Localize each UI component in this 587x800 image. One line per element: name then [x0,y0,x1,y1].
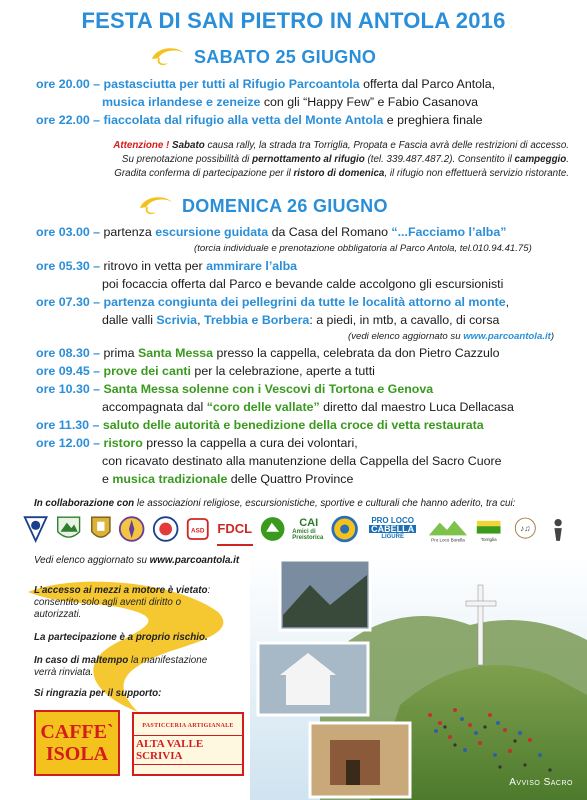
sponsor-alta-valle-scrivia: PASTICCERIA ARTIGIANALE ALTA VALLE SCRIVIA [132,712,244,776]
schedule-0530-line-2: poi focaccia offerta dal Parco e bevande calde accolgono gli escursionisti [102,277,504,291]
day1-header [148,44,376,70]
music-assoc-logo [508,512,543,546]
schedule-1200-line-3: e musica tradizionale delle Quattro Province [102,472,354,486]
sponsor-caffe-isola: CAFFE` ISOLA [34,710,120,776]
thanks-text: Si ringrazia per il supporto: [34,688,162,699]
svg-text:Pro Loco Borella: Pro Loco Borella [431,537,465,543]
scout-logo [118,512,145,546]
red-badge-logo [185,512,211,546]
day2-header [136,193,388,219]
schedule-0530: ore 05.30 – ritrovo in vetta per ammirare l’alba [36,259,298,273]
svg-text:ASD: ASD [191,527,205,535]
proloco-borella-logo [427,512,469,546]
schedule-1200-line-2: con ricavato destinato alla manutenzione della Cappella del Sacro Cuore [102,454,502,468]
day1-line-2: musica irlandese e zeneize con gli “Happy Few” e Fabio Casanova [102,95,479,109]
collab-text: In collaborazione con le associazioni religiose, escursionistiche, sportive e culturali che hanno aderito, tra cui: [34,498,516,509]
notice-line-3: Gradita conferma di partecipazione per il ristoro di domenica, il rifugio non effettuerà servizio ristorante. [114,168,569,179]
round-emblem-logo [331,512,358,546]
access-notice: L’accesso ai mezzi a motore è vietato: consentito solo agli aventi diritto o autorizzati. [34,585,211,620]
vedi-elenco: Vedi elenco aggiornato su www.parcoantola.it [34,555,240,566]
partner-logos [22,509,567,549]
schedule-0730-note: (vedi elenco aggiornato su www.parcoantola.it) [348,331,555,342]
amici-logo: CAI Amici di Preistorica [292,517,324,541]
schedule-0300-note: (torcia individuale e prenotazione obbligatoria al Parco Antola, tel.010.94.41.75) [194,243,532,254]
schedule-0945: ore 09.45 – prove dei canti per la celebrazione, aperte a tutti [36,364,375,378]
swirl-icon [136,194,176,218]
weather-notice: In caso di maltempo la manifestazione verrà rinviata. [34,655,208,678]
figure-logo [549,512,567,546]
website-link[interactable]: www.parcoantola.it [149,555,240,566]
svg-text:Torriglia: Torriglia [480,536,497,542]
page-title: FESTA DI SAN PIETRO IN ANTOLA 2016 [81,8,506,33]
notice-line-2: Su prenotazione possibilità di pernottamento al rifugio (tel. 339.487.487.2). Consentito il campeggio. [121,154,569,165]
schedule-1130: ore 11.30 – saluto delle autorità e benedizione della croce di vetta restaurata [36,418,484,432]
day2-title: DOMENICA 26 GIUGNO [182,195,388,216]
torriglia-logo [475,512,502,546]
schedule-1030: ore 10.30 – Santa Messa solenne con i Vescovi di Tortona e Genova [36,382,434,396]
schedule-0730: ore 07.30 – partenza congiunta dei pellegrini da tutte le località attorno al monte, [36,295,510,309]
mountain-badge-logo [55,512,82,546]
proloco-cabella-logo: PRO LOCO CABELLA LIGURE [371,516,415,540]
svg-text:♪♫: ♪♫ [520,523,531,533]
circle-logo [152,512,179,546]
shield-logo [89,512,113,546]
swirl-icon [148,45,188,69]
schedule-1030-line-2: accompagnata dal “coro delle vallate” diretto dal maestro Luca Dellacasa [102,400,514,414]
schedule-1200: ore 12.00 – ristoro presso la cappella a cura dei volontari, [36,436,358,450]
schedule-0730-line-2: dalle valli Scrivia, Trebbia e Borbera: a piedi, in mtb, a cavallo, di corsa [102,313,500,327]
green-circle-logo [259,512,286,546]
schedule-0830: ore 08.30 – prima Santa Messa presso la cappella, celebrata da don Pietro Cazzulo [36,346,500,360]
avviso-sacro-caption: Avviso Sacro [509,777,573,788]
risk-notice: La partecipazione è a proprio rischio. [34,632,208,643]
day1-line-1: ore 20.00 – pastasciutta per tutti al Rifugio Parcoantola offerta dal Parco Antola, [36,77,496,91]
notice-line-1: Attenzione ! Sabato causa rally, la strada tra Torriglia, Propata e Fascia avrà delle restrizioni di accesso. [113,140,569,151]
event-photo [250,555,587,800]
mountain-photo-illustration [250,555,587,800]
schedule-0300: ore 03.00 – partenza escursione guidata da Casa del Romano “...Facciamo l’alba” [36,225,507,239]
day1-line-3: ore 22.00 – fiaccolata dal rifugio alla vetta del Monte Antola e preghiera finale [36,113,483,127]
day1-title: SABATO 25 GIUGNO [194,46,377,67]
cai-logo [22,512,49,546]
fdcl-logo: FDCL [217,512,253,546]
